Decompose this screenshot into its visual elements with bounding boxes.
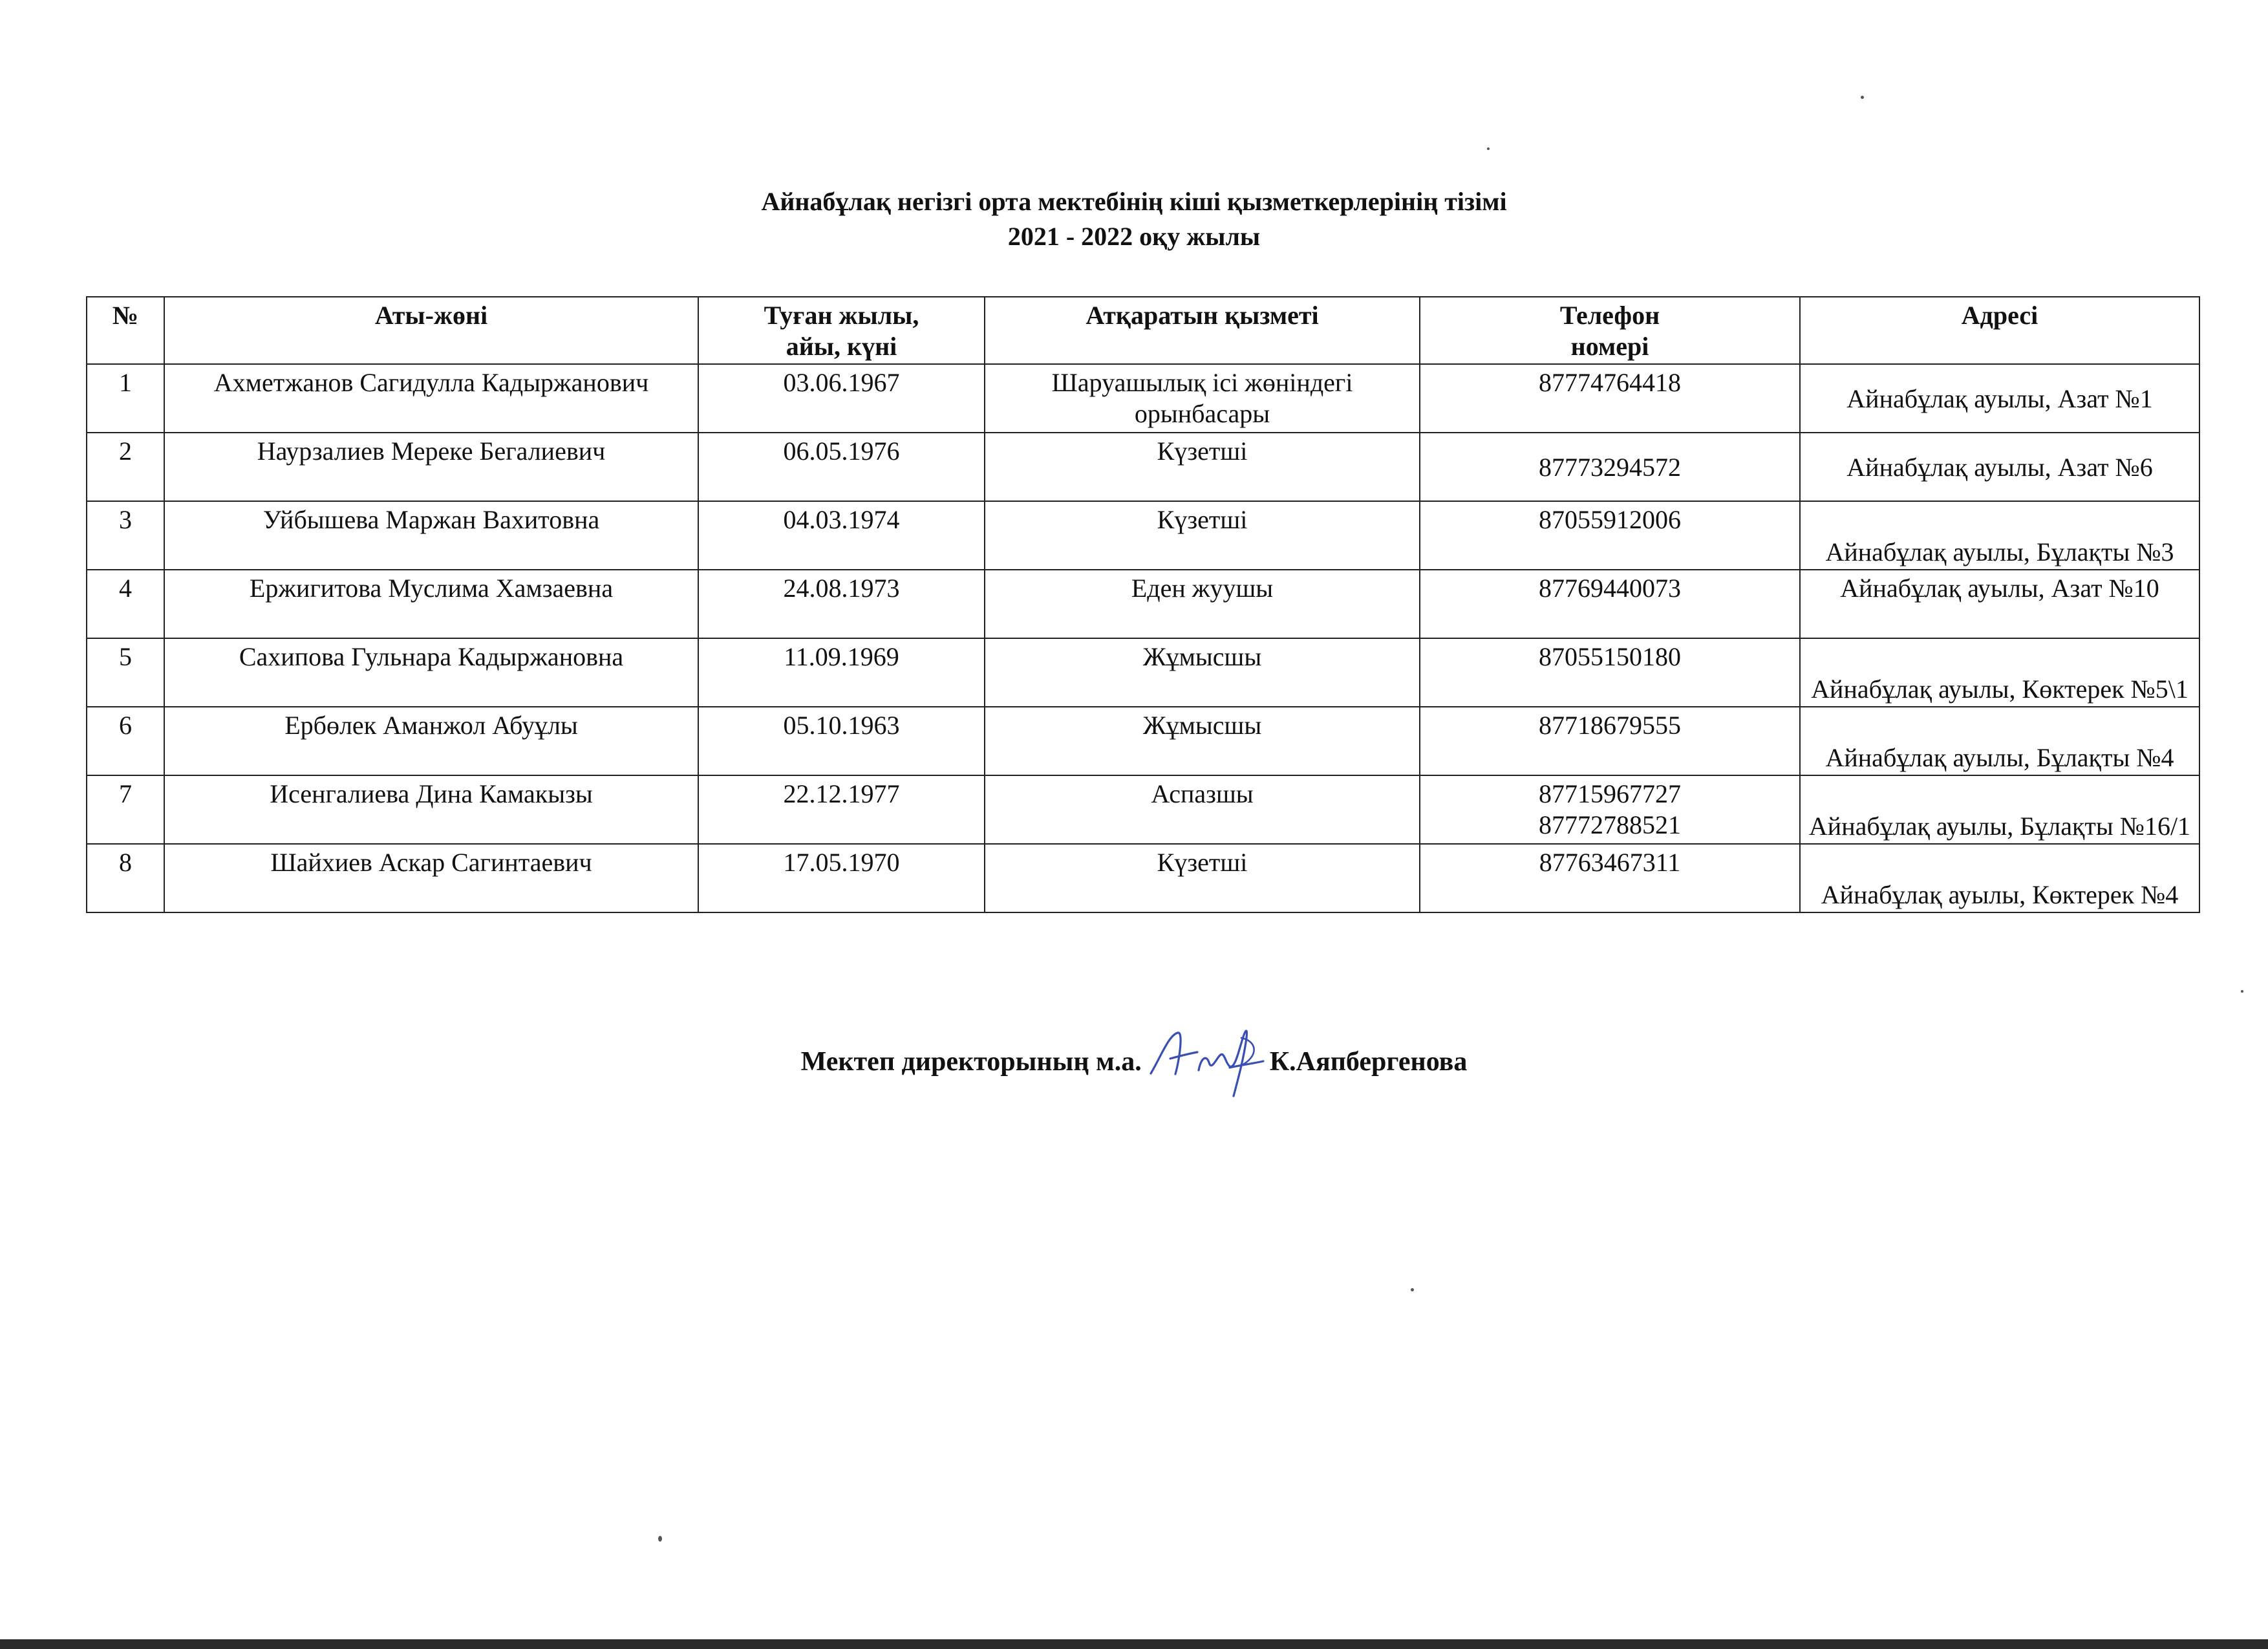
cell-name: Сахипова Гульнара Кадыржановна [164,638,698,707]
cell-birth: 17.05.1970 [698,844,985,912]
cell-name: Исенгалиева Дина Камакызы [164,775,698,844]
header-name: Аты-жөні [164,297,698,364]
phone-number: 87055150180 [1539,642,1681,671]
cell-birth: 22.12.1977 [698,775,985,844]
cell-phone [1420,433,1800,501]
header-phone-line-1: Телефон [1559,301,1660,330]
cell-birth: 11.09.1969 [698,638,985,707]
cell-address: Айнабұлақ ауылы, Бұлақты №4 [1800,707,2199,775]
cell-position: Жұмысшы [985,707,1420,775]
table-row [87,433,2199,501]
cell-name: Ахметжанов Сагидулла Кадыржанович [164,364,698,433]
table-row [87,364,2199,433]
cell-address: Айнабұлақ ауылы, Бұлақты №16/1 [1800,775,2199,844]
cell-phone [1420,844,1800,912]
staff-table [86,296,2200,913]
phone-number-2: 87772788521 [1539,810,1681,839]
cell-name: Ербөлек Аманжол Абуұлы [164,707,698,775]
phone-number: 87715967727 [1539,779,1681,808]
cell-address: Айнабұлақ ауылы, Көктерек №5\1 [1800,638,2199,707]
signatory-role: Мектеп директорының м.а. [800,1047,1142,1077]
header-phone [1420,297,1800,364]
cell-name: Шайхиев Аскар Сагинтаевич [164,844,698,912]
cell-num: 6 [87,707,164,775]
cell-position: Күзетші [985,844,1420,912]
title-line-2: 2021 - 2022 оқу жылы [1007,222,1261,251]
cell-address: Айнабұлақ ауылы, Көктерек №4 [1800,844,2199,912]
signatory-name: К.Аяпбергенова [1269,1047,1468,1077]
header-address: Адресі [1800,297,2199,364]
document-title [0,184,2268,254]
cell-position: Күзетші [985,501,1420,570]
cell-name: Уйбышева Маржан Вахитовна [164,501,698,570]
cell-phone [1420,638,1800,707]
cell-address: Айнабұлақ ауылы, Азат №1 [1800,364,2199,433]
table-row [87,707,2199,775]
cell-position: Жұмысшы [985,638,1420,707]
header-position: Атқаратын қызметі [985,297,1420,364]
cell-address: Айнабұлақ ауылы, Азат №10 [1800,570,2199,638]
cell-num: 8 [87,844,164,912]
phone-number: 87055912006 [1539,505,1681,534]
scan-speck [1861,96,1864,99]
scan-speck [2241,990,2243,993]
cell-birth: 06.05.1976 [698,433,985,501]
cell-num: 5 [87,638,164,707]
signature-block [0,1042,2268,1083]
cell-name: Ержигитова Муслима Хамзаевна [164,570,698,638]
cell-num: 7 [87,775,164,844]
header-birth [698,297,985,364]
table-row [87,570,2199,638]
cell-phone [1420,775,1800,844]
header-phone-line-2: номері [1570,332,1649,361]
phone-number: 87773294572 [1539,453,1681,482]
handwritten-signature-icon [1144,1012,1267,1109]
cell-num: 4 [87,570,164,638]
phone-number: 87718679555 [1539,711,1681,740]
cell-birth: 04.03.1974 [698,501,985,570]
table-row [87,775,2199,844]
cell-birth: 05.10.1963 [698,707,985,775]
cell-birth: 03.06.1967 [698,364,985,433]
cell-phone [1420,364,1800,433]
scan-speck [1487,147,1490,150]
cell-phone [1420,501,1800,570]
cell-phone [1420,707,1800,775]
title-line-1: Айнабұлақ негізгі орта мектебінің кіші қызметкерлерінің тізімі [761,187,1507,216]
cell-birth: 24.08.1973 [698,570,985,638]
cell-position: Шаруашылық ісі жөніндегі орынбасары [985,364,1420,433]
phone-number: 87774764418 [1539,368,1681,397]
cell-num: 1 [87,364,164,433]
table-row [87,638,2199,707]
cell-position: Күзетші [985,433,1420,501]
scan-bottom-edge [0,1639,2268,1649]
table-row [87,501,2199,570]
cell-position: Аспазшы [985,775,1420,844]
scan-speck [1411,1288,1414,1291]
table-row [87,844,2199,912]
header-num: № [87,297,164,364]
cell-phone [1420,570,1800,638]
phone-number: 87769440073 [1539,574,1681,603]
cell-address: Айнабұлақ ауылы, Азат №6 [1800,433,2199,501]
cell-num: 3 [87,501,164,570]
cell-position: Еден жуушы [985,570,1420,638]
scan-speck [658,1536,662,1542]
cell-address: Айнабұлақ ауылы, Бұлақты №3 [1800,501,2199,570]
table-header-row [87,297,2199,364]
header-birth-line-2: айы, күні [786,332,897,361]
phone-number: 87763467311 [1539,848,1681,877]
cell-name: Наурзалиев Мереке Бегалиевич [164,433,698,501]
header-birth-line-1: Туған жылы, [764,301,919,330]
cell-num: 2 [87,433,164,501]
